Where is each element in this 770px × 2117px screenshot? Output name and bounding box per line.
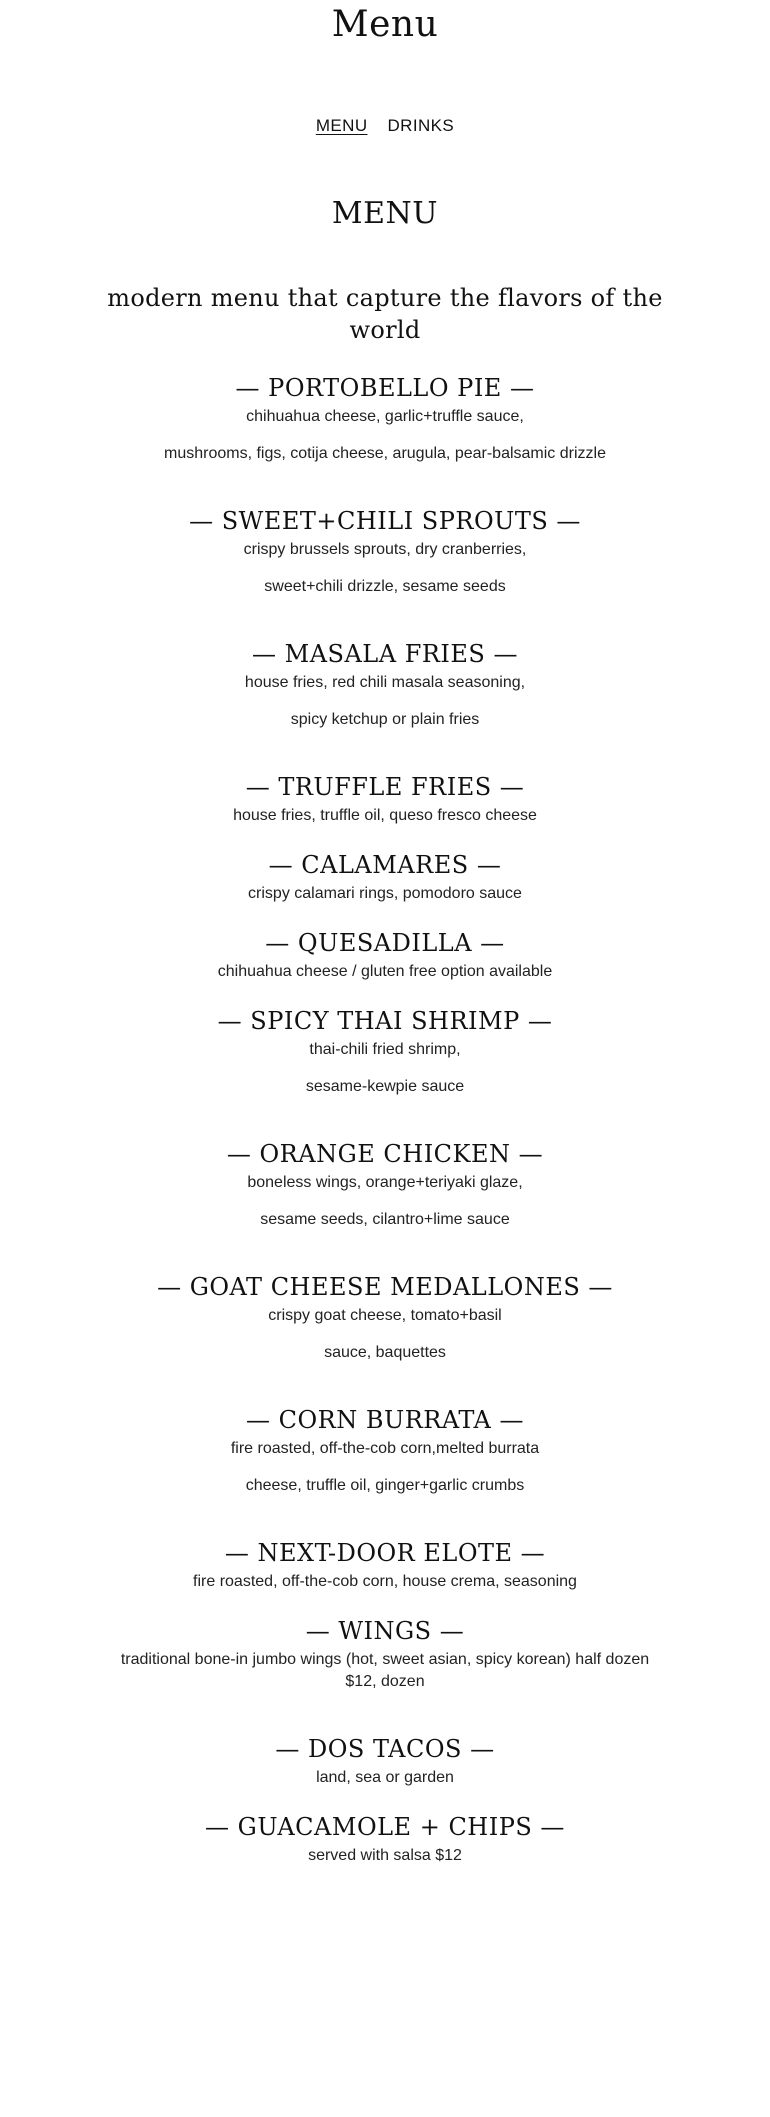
menu-item-title: — GOAT CHEESE MEDALLONES — (157, 1273, 613, 1301)
menu-item-orange-chicken (0, 1138, 770, 1231)
menu-item-description: house fries, truffle oil, queso fresco cheese (233, 807, 537, 824)
menu-item-description: chihuahua cheese, garlic+truffle sauce, (246, 408, 524, 425)
menu-item-title: — ORANGE CHICKEN — (226, 1140, 544, 1168)
menu-item-description: land, sea or garden (316, 1769, 454, 1786)
section-title: MENU (331, 196, 439, 231)
menu-item-goat-cheese-medallones (0, 1271, 770, 1364)
menu-item-description: sauce, baquettes (324, 1344, 446, 1361)
menu-item-portobello-pie (0, 372, 770, 465)
menu-item-description: sesame-kewpie sauce (305, 1078, 465, 1095)
menu-item-next-door-elote (0, 1537, 770, 1593)
menu-item-title: — QUESADILLA — (265, 929, 505, 957)
menu-item-title: — WINGS — (305, 1617, 465, 1645)
menu-item-description: thai-chili fried shrimp, (309, 1041, 461, 1058)
menu-item-title: — GUACAMOLE + CHIPS — (205, 1813, 565, 1841)
menu-item-masala-fries (0, 638, 770, 731)
menu-item-description: crispy goat cheese, tomato+basil (268, 1307, 502, 1324)
menu-item-description: fire roasted, off-the-cob corn, house crema, seasoning (193, 1573, 577, 1590)
menu-item-title: — DOS TACOS — (275, 1735, 495, 1763)
nav-item-drinks[interactable]: DRINKS (387, 116, 455, 135)
menu-item-guacamole-chips (0, 1811, 770, 1867)
menu-item-corn-burrata (0, 1404, 770, 1497)
menu-item-wings (0, 1615, 770, 1693)
menu-item-truffle-fries (0, 771, 770, 827)
menu-item-title: — TRUFFLE FRIES — (245, 773, 525, 801)
menu-item-description: crispy calamari rings, pomodoro sauce (248, 885, 522, 902)
menu-item-description: traditional bone-in jumbo wings (hot, sweet asian, spicy korean) half dozen $12, dozen (120, 1651, 650, 1690)
menu-item-title: — SPICY THAI SHRIMP — (217, 1007, 553, 1035)
menu-item-title: — NEXT-DOOR ELOTE — (224, 1539, 546, 1567)
menu-item-description: cheese, truffle oil, ginger+garlic crumbs (245, 1477, 525, 1494)
menu-item-description: house fries, red chili masala seasoning, (244, 674, 526, 691)
main-nav (0, 114, 770, 138)
menu-item-title: — CORN BURRATA — (245, 1406, 525, 1434)
menu-item-calamares (0, 849, 770, 905)
menu-item-title: — SWEET+CHILI SPROUTS — (189, 507, 581, 535)
menu-tagline: modern menu that capture the flavors of the world (107, 284, 663, 344)
menu-item-title: — PORTOBELLO PIE — (235, 374, 535, 402)
site-title: Menu (331, 4, 439, 45)
menu-item-description: fire roasted, off-the-cob corn,melted burrata (230, 1440, 540, 1457)
menu-item-quesadilla (0, 927, 770, 983)
menu-item-description: mushrooms, figs, cotija cheese, arugula, pear-balsamic drizzle (164, 445, 606, 462)
nav-item-menu[interactable]: MENU (315, 116, 368, 135)
menu-item-title: — CALAMARES — (268, 851, 502, 879)
menu-item-description: boneless wings, orange+teriyaki glaze, (247, 1174, 523, 1191)
menu-item-dos-tacos (0, 1733, 770, 1789)
menu-item-description: chihuahua cheese / gluten free option available (217, 963, 553, 980)
menu-item-sweet-chili-sprouts (0, 505, 770, 598)
menu-item-description: served with salsa $12 (308, 1847, 462, 1864)
menu-item-description: sweet+chili drizzle, sesame seeds (264, 578, 506, 595)
menu-item-title: — MASALA FRIES — (252, 640, 518, 668)
menu-item-description: spicy ketchup or plain fries (290, 711, 480, 728)
menu-item-spicy-thai-shrimp (0, 1005, 770, 1098)
menu-item-description: sesame seeds, cilantro+lime sauce (260, 1211, 510, 1228)
menu-item-description: crispy brussels sprouts, dry cranberries, (243, 541, 527, 558)
